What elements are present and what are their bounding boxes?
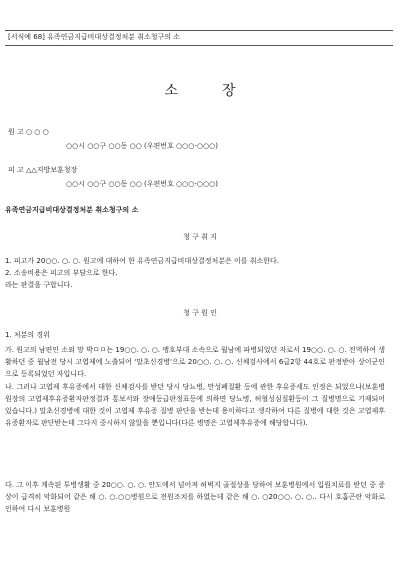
defendant-label: 피 고 △△지방보훈청장 [8, 166, 78, 174]
paragraph-ga: 가. 원고의 남편인 소외 망 박ㅁㅁ는 19○○. ○. ○. 맹호부대 소속으로 월남에 파병되었던 자로서 19○○. ○. ○. 전역하여 생활하던 중 월남전 당시 고엽제에 노출되어 '말초신경병'으로 20○○. ○. ○. 신체검사에서 6급2항 44호로 판정받아 상이군인으로 등록되었던 자입니다. [5, 346, 385, 378]
claim-line-3: 라는 판결을 구합니다. [5, 281, 73, 289]
document-title: 소장 [164, 83, 280, 99]
paragraph-na: 나. 그러나 고엽제 후유증에서 대한 신체검사를 받던 당시 당뇨병, 만성폐질환 등에 관한 후유증세도 인정은 되었으나(보훈병원장의 고엽제후유증환자판정결과 통보서와 장애등급판정표등에 의하면 당뇨병, 허혈성심질환등이 그 질병명으로 기재되어 있습니다.) 말초신경병에 대한 것이 고엽제 후유증 질병 판단을 받는데 용이하다고 생각하여 다른 질병에 대한 것은 고엽제후유증환자로 판단받는데 그다지 중시하지 않았을 뿐입니다(다른 병명은 고엽제후유증에 해당합니다). [5, 383, 385, 427]
defendant-address: ○○시 ○○구 ○○동 ○○ (우편번호 ○○○-○○○) [66, 180, 218, 188]
claim-line-2: 2. 소송비용은 피고의 부담으로 한다. [5, 269, 118, 277]
section-1-heading: 1. 처분의 경위 [5, 331, 50, 339]
cause-heading: 청 구 원 인 [183, 309, 217, 317]
form-label: [서식예 68] 유족연금지급비대상결정처분 취소청구의 소 [8, 33, 181, 41]
case-title: 유족연금지급비대상결정처분 취소청구의 소 [5, 206, 139, 214]
claim-heading: 청 구 취 지 [183, 233, 217, 241]
paragraph-da: 다. 그 이후 계속된 투병생활 중 20○○. ○. ○. 안도에서 넘어져 허벅지 골절상을 당하여 보훈병원에서 입원치료를 받던 중 증상이 급격히 악화되어 같은 해 ○. ○.○○병원으로 전원조치를 하였는데 같은 해 ○. ○20○○. ○. ○.. 다시 호흡곤란 악화로 인하여 다시 보훈병원 [5, 481, 385, 513]
claim-line-1: 1. 피고가 20○○. ○. ○. 원고에 대하여 한 유족연금지급비대상결정처분은 이를 취소한다. [5, 257, 280, 265]
plaintiff-address: ○○시 ○○구 ○○동 ○○ (우편번호 ○○○-○○○) [66, 142, 218, 150]
plaintiff-label: 원 고 ○ ○ ○ [8, 128, 49, 136]
